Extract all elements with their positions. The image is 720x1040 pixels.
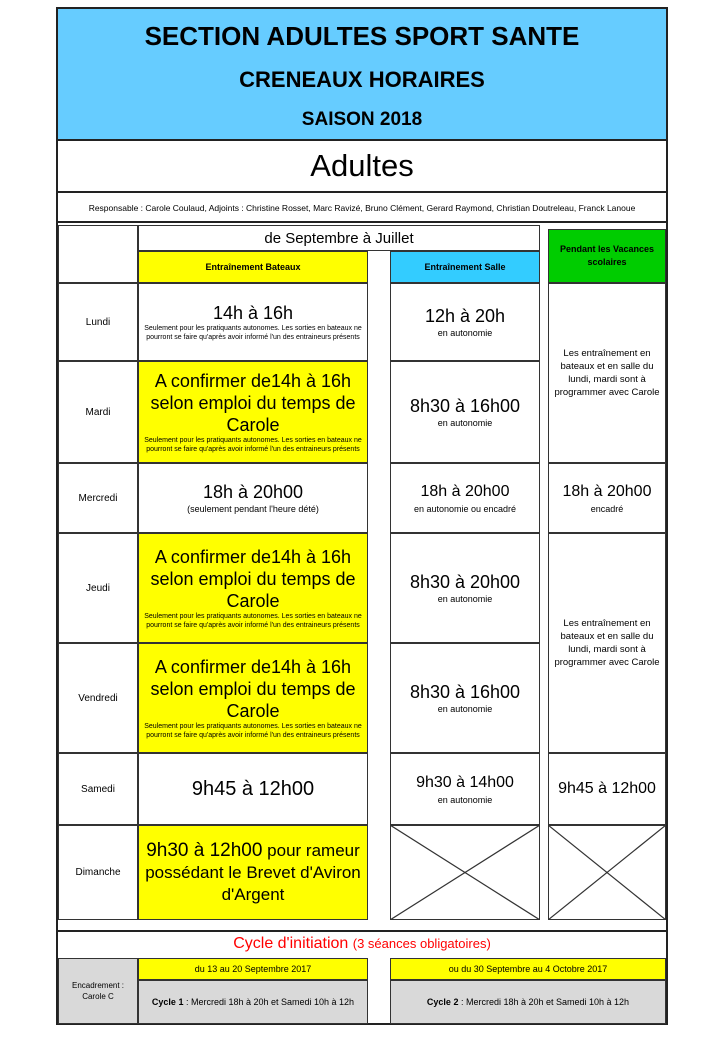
bateaux-mercredi-note: (seulement pendant l'heure dété) xyxy=(187,504,319,514)
cycle1-cell xyxy=(138,980,368,1024)
salle-vendredi xyxy=(390,643,540,753)
vacances-dimanche-cross xyxy=(548,825,666,920)
salle-samedi xyxy=(390,753,540,825)
bateaux-lundi-note: Seulement pour les pratiquants autonomes. Les sorties en bateaux ne pourront se faire qu'après avoir informé l'un des entraineurs présents xyxy=(144,325,362,341)
vacances-samedi xyxy=(548,753,666,825)
bateaux-vendredi-time: A confirmer de14h à 16h selon emploi du temps de Carole xyxy=(150,657,356,721)
day-vendredi: Vendredi xyxy=(58,643,138,753)
bateaux-mercredi-time: 18h à 20h00 xyxy=(202,482,304,502)
bateaux-mardi xyxy=(138,361,368,463)
cycle2-text: : Mercredi 18h à 20h et Samedi 10h à 12h xyxy=(458,996,630,1007)
cycle1-dates: du 13 au 20 Septembre 2017 xyxy=(138,958,368,980)
cycle2-label: Cycle 2 xyxy=(426,996,459,1007)
salle-mercredi xyxy=(390,463,540,533)
bateaux-dimanche-rest: pour rameur possédant le Brevet d'Aviron d'Argent xyxy=(145,840,361,904)
column-header-bateaux: Entraînement Bateaux xyxy=(138,251,368,283)
cycle2-cell xyxy=(390,980,666,1024)
day-dimanche: Dimanche xyxy=(58,825,138,920)
page-subtitle: CRENEAUX HORAIRES xyxy=(239,67,485,92)
salle-mardi-note: en autonomie xyxy=(437,418,493,428)
encadrement-cell: Encadrement : Carole C xyxy=(58,958,138,1024)
salle-mercredi-time: 18h à 20h00 xyxy=(420,483,510,500)
day-mardi: Mardi xyxy=(58,361,138,463)
salle-vendredi-time: 8h30 à 16h00 xyxy=(409,682,521,702)
bateaux-dimanche-time: 9h30 à 12h00 xyxy=(146,839,263,861)
bateaux-jeudi xyxy=(138,533,368,643)
day-mercredi: Mercredi xyxy=(58,463,138,533)
cycle-title xyxy=(58,933,666,955)
day-jeudi: Jeudi xyxy=(58,533,138,643)
salle-dimanche-cross xyxy=(390,825,540,920)
cycle1-label: Cycle 1 xyxy=(151,996,184,1007)
cycle1-text: : Mercredi 18h à 20h et Samedi 10h à 12h xyxy=(183,996,355,1007)
cycle-title-main: Cycle d'initiation xyxy=(233,935,349,952)
cycle2-text-wrap xyxy=(427,996,629,1009)
bateaux-jeudi-time: A confirmer de14h à 16h selon emploi du temps de Carole xyxy=(150,547,356,611)
salle-mardi xyxy=(390,361,540,463)
salle-lundi-time: 12h à 20h xyxy=(424,306,506,326)
bateaux-vendredi-note: Seulement pour les pratiquants autonomes. Les sorties en bateaux ne pourront se faire qu'après avoir informé l'un des entraineurs présents xyxy=(144,723,362,739)
section-title: Adultes xyxy=(58,143,666,193)
vacances-samedi-time: 9h45 à 12h00 xyxy=(558,780,656,797)
header-banner xyxy=(58,9,666,141)
bateaux-dimanche-text xyxy=(142,840,364,906)
salle-lundi-note: en autonomie xyxy=(437,328,493,338)
bateaux-samedi-time: 9h45 à 12h00 xyxy=(191,778,315,800)
corner-cell xyxy=(58,225,138,283)
salle-vendredi-note: en autonomie xyxy=(437,704,493,714)
bateaux-jeudi-note: Seulement pour les pratiquants autonomes. Les sorties en bateaux ne pourront se faire qu'après avoir informé l'un des entraineurs présents xyxy=(144,613,362,629)
bateaux-lundi-time: 14h à 16h xyxy=(212,303,294,323)
cycle-title-sub: (3 séances obligatoires) xyxy=(352,936,491,951)
cycle2-dates: ou du 30 Septembre au 4 Octobre 2017 xyxy=(390,958,666,980)
vacances-mercredi-note: encadré xyxy=(590,504,624,514)
bateaux-mercredi xyxy=(138,463,368,533)
bateaux-samedi xyxy=(138,753,368,825)
responsables-line: Responsable : Carole Coulaud, Adjoints : Christine Rosset, Marc Ravizé, Bruno Clément, Gerard Raymond, Christian Doutreleau, Franck Lanoue xyxy=(58,195,666,223)
salle-lundi xyxy=(390,283,540,361)
column-header-salle: Entraînement Salle xyxy=(390,251,540,283)
salle-samedi-note: en autonomie xyxy=(437,795,493,805)
salle-mardi-time: 8h30 à 16h00 xyxy=(409,396,521,416)
day-lundi: Lundi xyxy=(58,283,138,361)
vacances-jeudi-vendredi: Les entraînement en bateaux et en salle du lundi, mardi sont à programmer avec Carole xyxy=(548,533,666,753)
bateaux-mardi-time: A confirmer de14h à 16h selon emploi du temps de Carole xyxy=(150,371,356,435)
column-header-vacances: Pendant les Vacances scolaires xyxy=(548,229,666,283)
bateaux-dimanche xyxy=(138,825,368,920)
bateaux-mardi-note: Seulement pour les pratiquants autonomes. Les sorties en bateaux ne pourront se faire qu'après avoir informé l'un des entraineurs présents xyxy=(144,437,362,453)
salle-jeudi-note: en autonomie xyxy=(437,594,493,604)
salle-jeudi-time: 8h30 à 20h00 xyxy=(409,572,521,592)
salle-samedi-time: 9h30 à 14h00 xyxy=(416,774,514,791)
vacances-mercredi-time: 18h à 20h00 xyxy=(562,483,652,500)
divider xyxy=(58,930,666,932)
salle-jeudi xyxy=(390,533,540,643)
bateaux-vendredi xyxy=(138,643,368,753)
page-title: SECTION ADULTES SPORT SANTE xyxy=(144,21,580,51)
vacances-lundi-mardi: Les entraînement en bateaux et en salle du lundi, mardi sont à programmer avec Carole xyxy=(548,283,666,463)
bateaux-lundi xyxy=(138,283,368,361)
period-header: de Septembre à Juillet xyxy=(138,225,540,251)
day-samedi: Samedi xyxy=(58,753,138,825)
salle-mercredi-note: en autonomie ou encadré xyxy=(413,504,517,514)
season-label: SAISON 2018 xyxy=(301,109,423,130)
vacances-mercredi xyxy=(548,463,666,533)
cycle1-text-wrap xyxy=(152,996,354,1009)
